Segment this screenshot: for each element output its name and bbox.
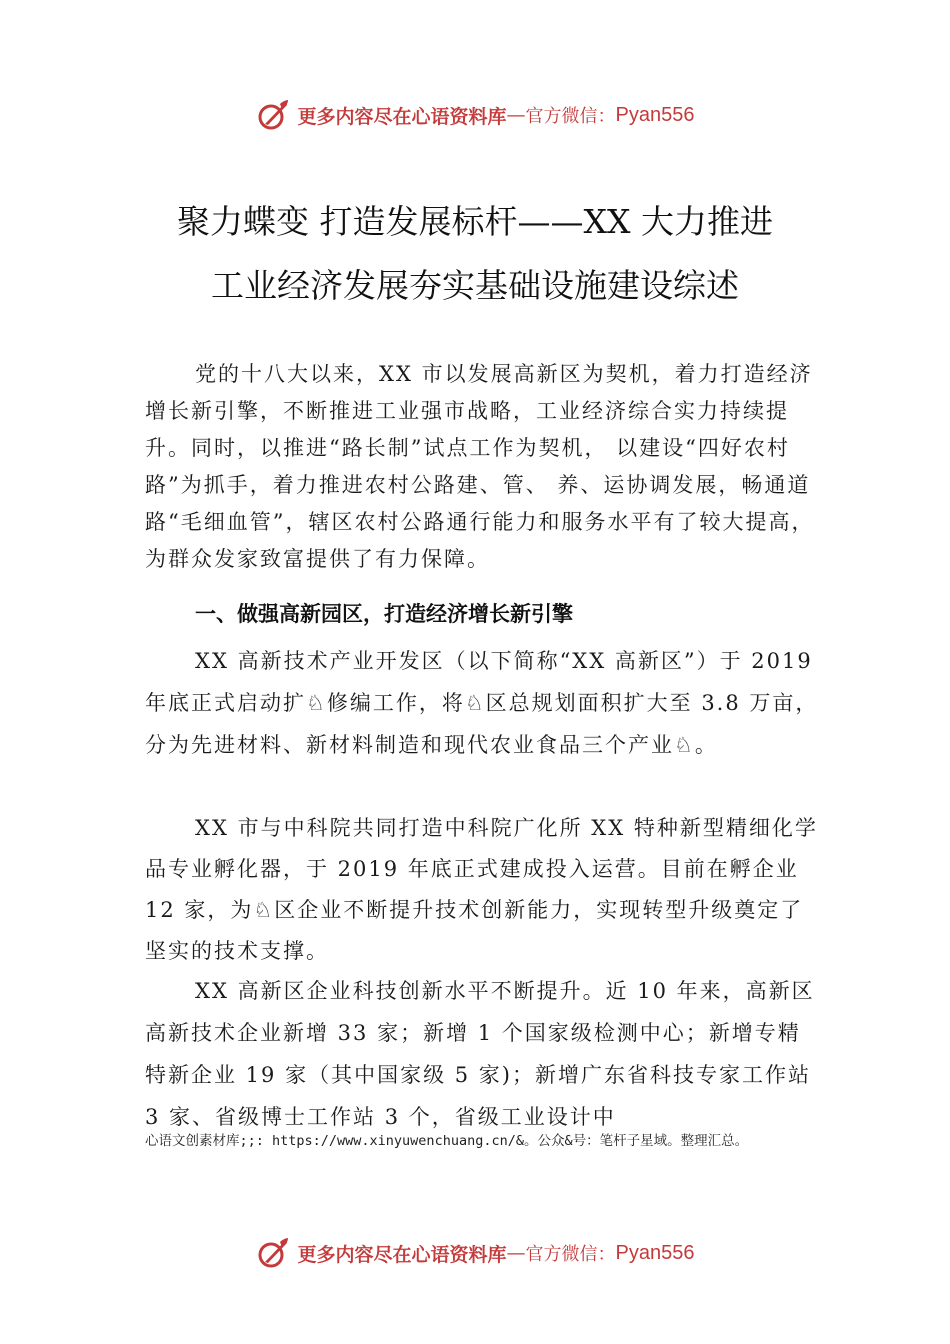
quill-pen-logo-icon <box>256 1236 290 1270</box>
body-paragraph-2: XX 高新技术产业开发区（以下简称“XX 高新区”）于 2019 年底正式启动扩♘修编工作，将♘区总规划面积扩大至 3.8 万亩，分为先进材料、新材料制造和现代农业食品三个产业♘。 <box>145 649 819 757</box>
header-banner <box>0 90 950 140</box>
body-paragraph-3: XX 市与中科院共同打造中科院广化所 XX 特种新型精细化学品专业孵化器，于 2019 年底正式建成投入运营。目前在孵企业 12 家，为♘区企业不断提升技术创新能力，实现转型升级奠定了坚实的技术支撑。 <box>145 816 818 963</box>
document-title-line-2: 工业经济发展夯实基础设施建设综述 <box>211 266 739 305</box>
section-heading-1: 一、做强高新园区，打造经济增长新引擎 <box>195 602 573 626</box>
intro-paragraph: 党的十八大以来，XX 市以发展高新区为契机，着力打造经济增长新引擎，不断推进工业强市战略，工业经济综合实力持续提升。同时，以推进“路长制”试点工作为契机， 以建设“四好农村路”为抓手，着力推进农村公路建、管、 养、运协调发展，畅通道路“毛细血管”，辖区农村公路通行能力和服务水平有了较大提高，为群众发家致富提供了有力保障。 <box>145 362 815 571</box>
banner-wechat-id: Pyan556 <box>615 1241 695 1264</box>
banner-main-text: 更多内容尽在心语资料库 <box>297 1243 507 1266</box>
banner-wechat-label: 官方微信： <box>525 1244 616 1265</box>
banner-dash: — <box>506 1242 526 1264</box>
banner-wechat-id: Pyan556 <box>615 103 695 126</box>
banner-dash: — <box>506 104 526 126</box>
banner-wechat-label: 官方微信： <box>525 106 616 127</box>
banner-main-text: 更多内容尽在心语资料库 <box>297 105 507 128</box>
body-paragraph-4: XX 高新区企业科技创新水平不断提升。近 10 年来，高新区高新技术企业新增 33 家；新增 1 个国家级检测中心；新增专精特新企业 19 家（其中国家级 5 家)；新增广东省科技专家工作站 3 家、省级博士工作站 3 个，省级工业设计中 <box>145 979 815 1129</box>
source-footnote: 心语文创素材库;;: https://www.xinyuwenchuang.cn/&。公众&号：笔杆子星域。整理汇总。 <box>145 1133 749 1149</box>
document-title-line-1: 聚力蝶变 打造发展标杆——XX 大力推进 <box>177 202 773 241</box>
footer-banner <box>0 1228 950 1278</box>
quill-pen-logo-icon <box>256 98 290 132</box>
